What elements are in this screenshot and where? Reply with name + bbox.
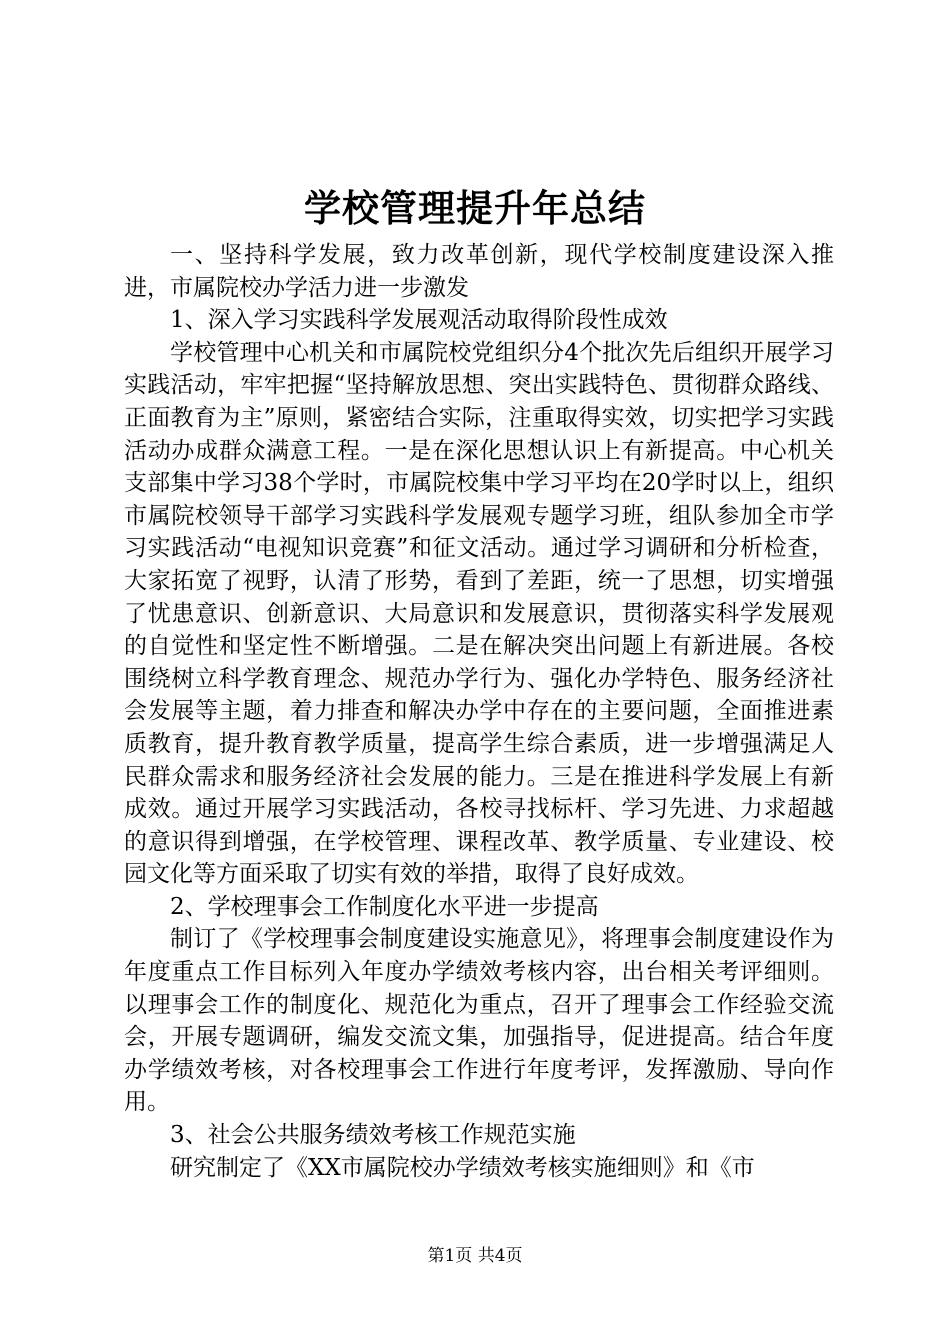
document-body xyxy=(124,239,834,1184)
document-title: 学校管理提升年总结 xyxy=(304,186,646,230)
section-heading: 1、深入学习实践科学发展观活动取得阶段性成效 xyxy=(170,307,668,334)
section-paragraph: 一、坚持科学发展，致力改革创新，现代学校制度建设深入推进，市属院校办学活力进一步激发 xyxy=(124,242,834,301)
page-footer: 第1页 共4页 xyxy=(427,1246,523,1266)
section-paragraph: 研究制定了《XX市属院校办学绩效考核实施细则》和《市 xyxy=(170,1154,755,1181)
section-paragraph: 学校管理中心机关和市属院校党组织分4个批次先后组织开展学习实践活动，牢牢把握“坚持解放思想、突出实践特色、贯彻群众路线、正面教育为主”原则，紧密结合实际，注重取得实效，切实把学习实践活动办成群众满意工程。一是在深化思想认识上有新提高。中心机关支部集中学习38个学时，市属院校集中学习平均在20学时以上，组织市属院校领导干部学习实践科学发展观专题学习班，组队参加全市学习实践活动“电视知识竞赛”和征文活动。通过学习调研和分析检查，大家拓宽了视野，认清了形势，看到了差距，统一了思想，切实增强了忧患意识、创新意识、大局意识和发展意识，贯彻落实科学发展观的自觉性和坚定性不断增强。二是在解决突出问题上有新进展。各校围绕树立科学教育理念、规范办学行为、强化办学特色、服务经济社会发展等主题，着力排查和解决办学中存在的主要问题，全面推进素质教育，提升教育教学质量，提高学生综合素质，进一步增强满足人民群众需求和服务经济社会发展的能力。三是在推进科学发展上有新成效。通过开展学习实践活动，各校寻找标杆、学习先进、力求超越的意识得到增强，在学校管理、课程改革、教学质量、专业建设、校园文化等方面采取了切实有效的举措，取得了良好成效。 xyxy=(124,339,834,888)
section-heading: 2、学校理事会工作制度化水平进一步提高 xyxy=(170,893,599,920)
section-heading: 3、社会公共服务绩效考核工作规范实施 xyxy=(170,1122,576,1149)
section-paragraph: 制订了《学校理事会制度建设实施意见》，将理事会制度建设作为年度重点工作目标列入年度办学绩效考核内容，出台相关考评细则。以理事会工作的制度化、规范化为重点，召开了理事会工作经验交流会，开展专题调研，编发交流文集，加强指导，促进提高。结合年度办学绩效考核，对各校理事会工作进行年度考评，发挥激励、导向作用。 xyxy=(124,926,834,1116)
